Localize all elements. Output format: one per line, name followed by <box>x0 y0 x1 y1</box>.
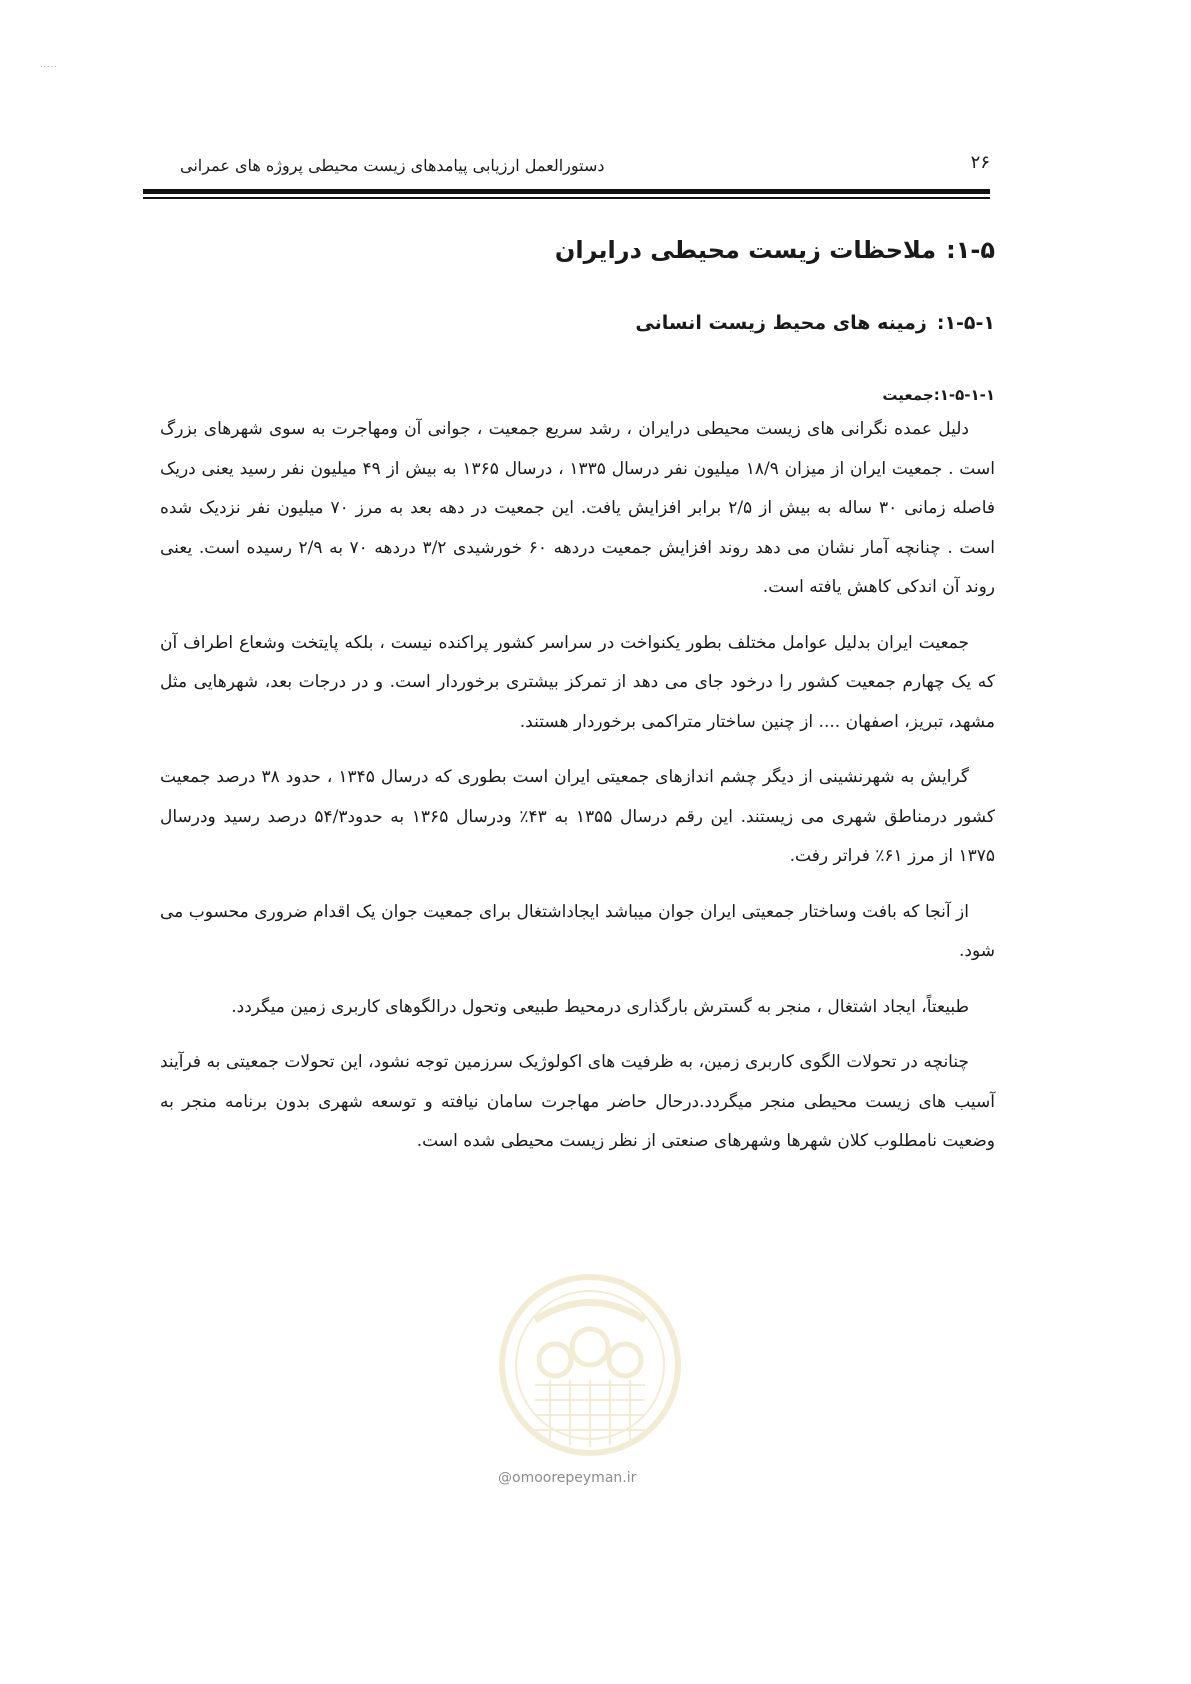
header-rule-thin <box>143 197 990 199</box>
subsection-number: ۱-۵-۱: <box>936 312 995 334</box>
subsubsection-title: جمعیت <box>882 386 934 404</box>
section-title: ملاحظات زیست محیطی درایران <box>554 236 937 264</box>
section-number: ۱-۵: <box>946 236 995 264</box>
paragraph: طبیعتاً، ایجاد اشتغال ، منجر به گسترش بارگذاری درمحیط طبیعی وتحول درالگوهای کاربری زمین میگردد. <box>231 996 969 1017</box>
paragraph: چنانچه در تحولات الگوی کاربری زمین، به ظرفیت های اکولوژیک سرزمین توجه نشود، این تحولات جمعیتی به فرآیند آسیب های زیست محیطی منجر میگردد.درحال حاضر مهاجرت سامان نیافته و توسعه شهری بدون برنامه منجر به وضعیت نامطلوب کلان شهرها وشهرهای صنعتی از نظر زیست محیطی شده است. <box>160 1052 995 1151</box>
subsection-heading <box>160 312 995 372</box>
section-heading <box>160 236 995 298</box>
page-header <box>180 152 990 182</box>
running-title: دستورالعمل ارزیابی پیامدهای زیست محیطی پروژه های عمرانی <box>180 156 605 175</box>
watermark-stamp <box>495 1265 685 1465</box>
page-number: ۲۶ <box>970 152 990 173</box>
subsection-title: زمینه های محیط زیست انسانی <box>635 312 927 334</box>
watermark-caption: @omoorepeyman.ir <box>498 1470 637 1486</box>
corner-mark: ..... <box>40 60 58 69</box>
paragraph: جمعیت ایران بدلیل عوامل مختلف بطور یکنواخت در سراسر کشور پراکنده نیست ، بلکه پایتخت وشعاع اطراف آن که یک چهارم جمعیت کشور را درخود جای می دهد از تمرکز بیشتری برخوردار است. و در درجات بعد، شهرهایی مثل مشهد، تبریز، اصفهان .... از چنین ساختار متراکمی برخوردار هستند. <box>160 632 995 732</box>
subsubsection-number: ۱-۵-۱-۱: <box>933 386 995 404</box>
header-rule-thick <box>143 189 990 194</box>
paragraph: از آنجا که بافت وساختار جمعیتی ایران جوان میباشد ایجاداشتغال برای جمعیت جوان یک اقدام ضروری محسوب می شود. <box>160 901 995 961</box>
paragraph: گرایش به شهرنشینی از دیگر چشم اندازهای جمعیتی ایران است بطوری که درسال ۱۳۴۵ ، حدود ۳۸ درصد جمعیت کشور درمناطق شهری می زیستند. این رقم درسال ۱۳۵۵ به ۴۳٪ ودرسال ۱۳۶۵ به حدود۵۴/۳ درصد رسید ودرسال ۱۳۷۵ از مرز ۶۱٪ فراتر رفت. <box>160 767 996 866</box>
subsubsection-heading <box>160 386 995 410</box>
page-content <box>160 230 995 1178</box>
paragraph: دلیل عمده نگرانی های زیست محیطی درایران ، رشد سریع جمعیت ، جوانی آن ومهاجرت به سوی شهرهای بزرگ است . جمعیت ایران از میزان ۱۸/۹ میلیون نفر درسال ۱۳۳۵ ، درسال ۱۳۶۵ به بیش از ۴۹ میلیون نفر رسید یعنی دریک فاصله زمانی ۳۰ ساله به بیش از ۲/۵ برابر افزایش یافت. این جمعیت در دهه بعد به مرز ۷۰ میلیون نفر نزدیک شده است . چنانچه آمار نشان می دهد روند افزایش جمعیت دردهه ۶۰ خورشیدی ۳/۲ دردهه ۷۰ به ۲/۹ رسیده است. یعنی روند آن اندکی کاهش یافته است. <box>160 419 996 597</box>
